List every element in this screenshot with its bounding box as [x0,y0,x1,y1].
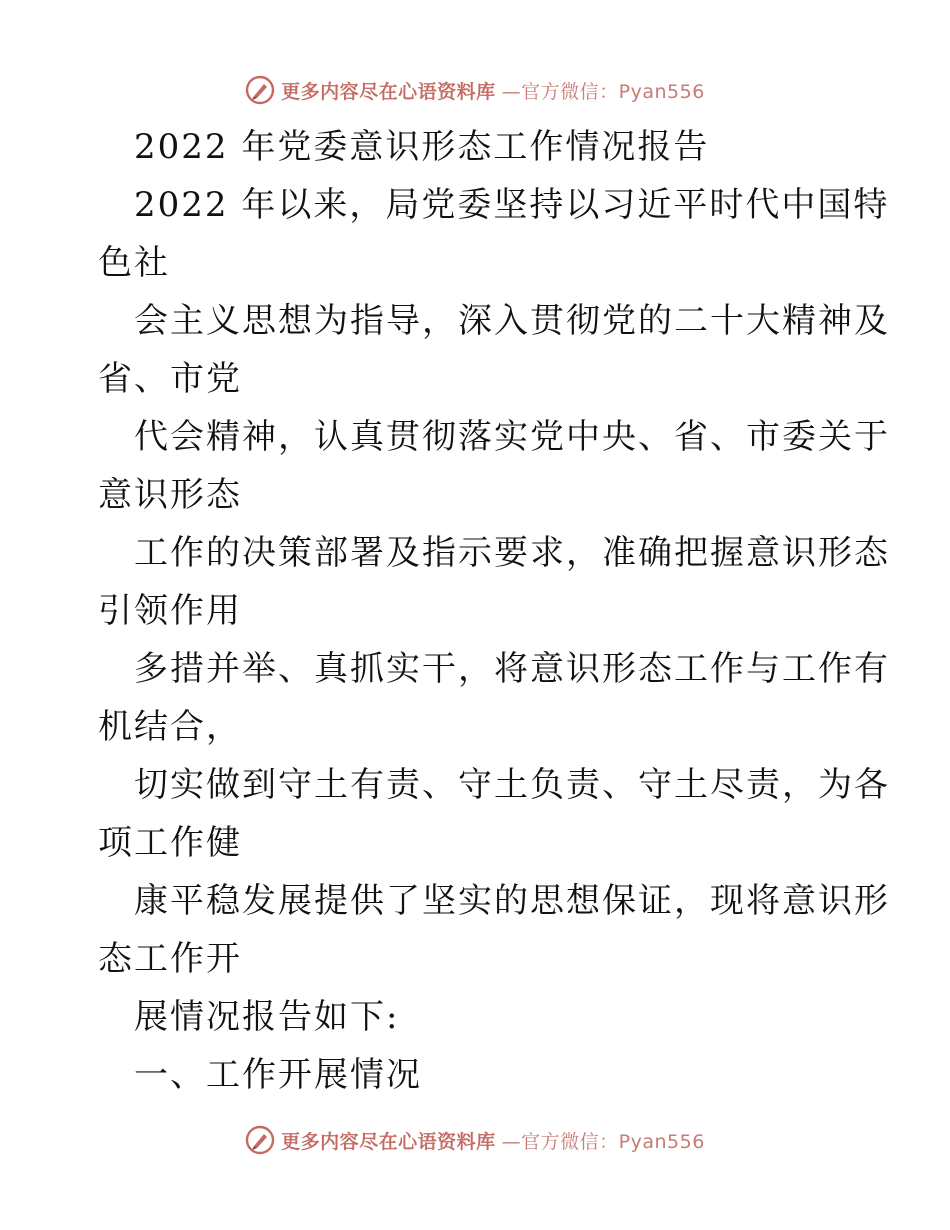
text-line: 2022 年以来，局党委坚持以习近平时代中国特 [134,185,890,225]
text-line: 引领作用 [98,591,242,631]
text-line: 项工作健 [98,823,242,863]
text-line: 态工作开 [98,939,242,979]
pen-logo-icon [245,1125,275,1155]
text-line: 机结合， [98,707,242,747]
text-line: 代会精神，认真贯彻落实党中央、省、市委关于 [134,417,890,457]
watermark-contact: —官方微信：Pyan556 [501,1130,705,1153]
footer-watermark [0,1120,950,1160]
text-line: 会主义思想为指导，深入贯彻党的二十大精神及 [134,301,890,341]
watermark-contact: —官方微信：Pyan556 [501,80,705,103]
text-line: 展情况报告如下: [134,997,400,1037]
text-line: 康平稳发展提供了坚实的思想保证，现将意识形 [134,881,890,921]
watermark-brand: 更多内容尽在心语资料库 [281,80,496,103]
text-line: 省、市党 [98,359,242,399]
text-line: 意识形态 [98,475,242,515]
document-body [98,118,890,1104]
text-line: 多措并举、真抓实干，将意识形态工作与工作有 [134,649,890,689]
text-line: 切实做到守土有责、守土负责、守土尽责，为各 [134,765,890,805]
pen-logo-icon [245,75,275,105]
document-title: 2022 年党委意识形态工作情况报告 [134,127,710,167]
section-heading: 一、工作开展情况 [134,1055,422,1095]
header-watermark [0,70,950,110]
watermark-brand: 更多内容尽在心语资料库 [281,1130,496,1153]
text-line: 色社 [98,243,170,283]
text-line: 工作的决策部署及指示要求，准确把握意识形态 [134,533,890,573]
